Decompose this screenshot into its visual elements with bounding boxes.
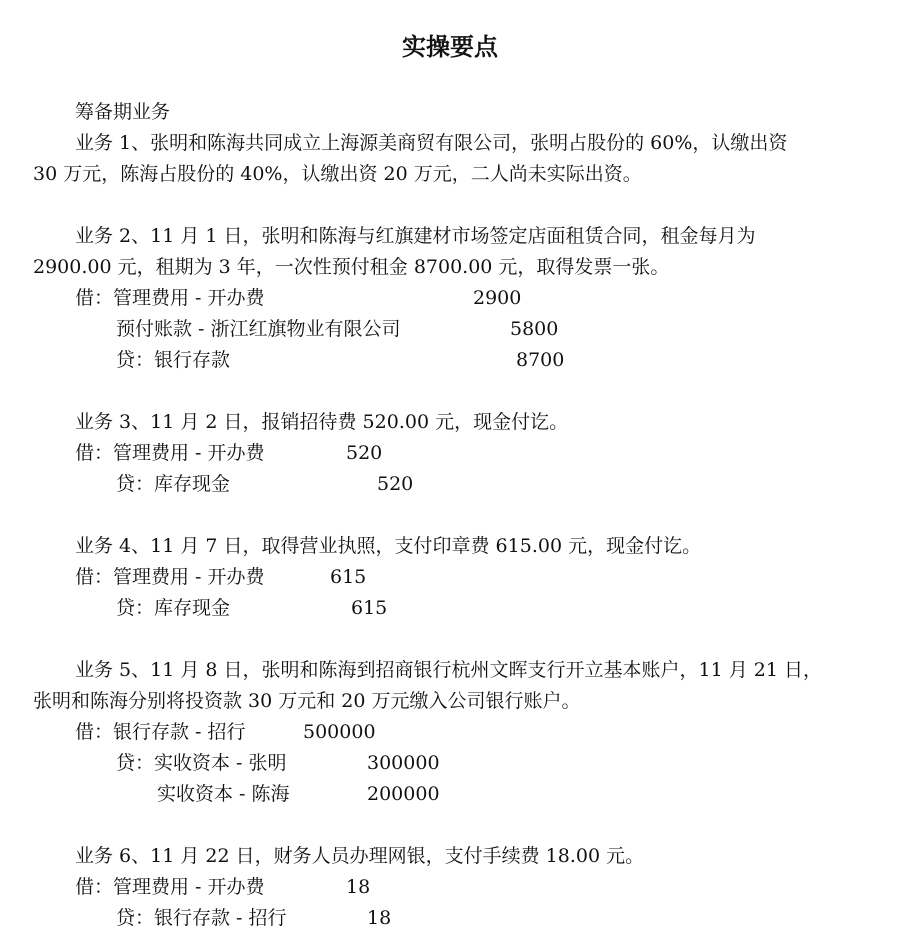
journal-entry-amount: 615 — [351, 597, 388, 619]
journal-entry-amount: 500000 — [303, 721, 376, 743]
journal-entry-amount: 200000 — [367, 783, 440, 805]
business-1-para-line-1: 业务 1、张明和陈海共同成立上海源美商贸有限公司，张明占股份的 60%，认缴出资 — [75, 132, 788, 154]
journal-entry-label: 借：银行存款 - 招行 — [75, 721, 246, 743]
journal-entry-amount: 300000 — [367, 752, 440, 774]
business-3-para-line-1: 业务 3、11 月 2 日，报销招待费 520.00 元，现金付讫。 — [75, 411, 569, 433]
journal-entry-amount: 520 — [377, 473, 414, 495]
journal-entry-amount: 5800 — [510, 318, 559, 340]
journal-entry-amount: 18 — [346, 876, 371, 898]
journal-entry-amount: 615 — [330, 566, 367, 588]
business-2-para-line-1: 业务 2、11 月 1 日，张明和陈海与红旗建材市场签定店面租赁合同，租金每月为 — [75, 225, 756, 247]
business-1-para-line-2: 30 万元，陈海占股份的 40%，认缴出资 20 万元，二人尚未实际出资。 — [33, 163, 642, 185]
journal-entry-amount: 18 — [367, 907, 392, 929]
business-6-para-line-1: 业务 6、11 月 22 日，财务人员办理网银，支付手续费 18.00 元。 — [75, 845, 645, 867]
journal-entry-label: 贷：银行存款 — [116, 349, 231, 371]
journal-entry-label: 贷：实收资本 - 张明 — [116, 752, 287, 774]
journal-entry-label: 借：管理费用 - 开办费 — [75, 876, 265, 898]
business-5-para-line-2: 张明和陈海分别将投资款 30 万元和 20 万元缴入公司银行账户。 — [33, 690, 581, 712]
journal-entry-label: 借：管理费用 - 开办费 — [75, 442, 265, 464]
section-heading: 筹备期业务 — [75, 101, 171, 123]
journal-entry-label: 预付账款 - 浙江红旗物业有限公司 — [116, 318, 401, 340]
journal-entry-label: 借：管理费用 - 开办费 — [75, 566, 265, 588]
journal-entry-label: 借：管理费用 - 开办费 — [75, 287, 265, 309]
journal-entry-amount: 520 — [346, 442, 383, 464]
journal-entry-label: 贷：银行存款 - 招行 — [116, 907, 287, 929]
business-5-para-line-1: 业务 5、11 月 8 日，张明和陈海到招商银行杭州文晖支行开立基本账户，11 月 21 日， — [75, 659, 822, 681]
journal-entry-label: 实收资本 - 陈海 — [157, 783, 290, 805]
journal-entry-label: 贷：库存现金 — [116, 473, 231, 495]
business-2-para-line-2: 2900.00 元，租期为 3 年，一次性预付租金 8700.00 元，取得发票一张。 — [33, 256, 670, 278]
journal-entry-amount: 2900 — [473, 287, 522, 309]
journal-entry-amount: 8700 — [516, 349, 565, 371]
page-title: 实操要点 — [402, 32, 498, 61]
business-4-para-line-1: 业务 4、11 月 7 日，取得营业执照，支付印章费 615.00 元，现金付讫。 — [75, 535, 702, 557]
journal-entry-label: 贷：库存现金 — [116, 597, 231, 619]
